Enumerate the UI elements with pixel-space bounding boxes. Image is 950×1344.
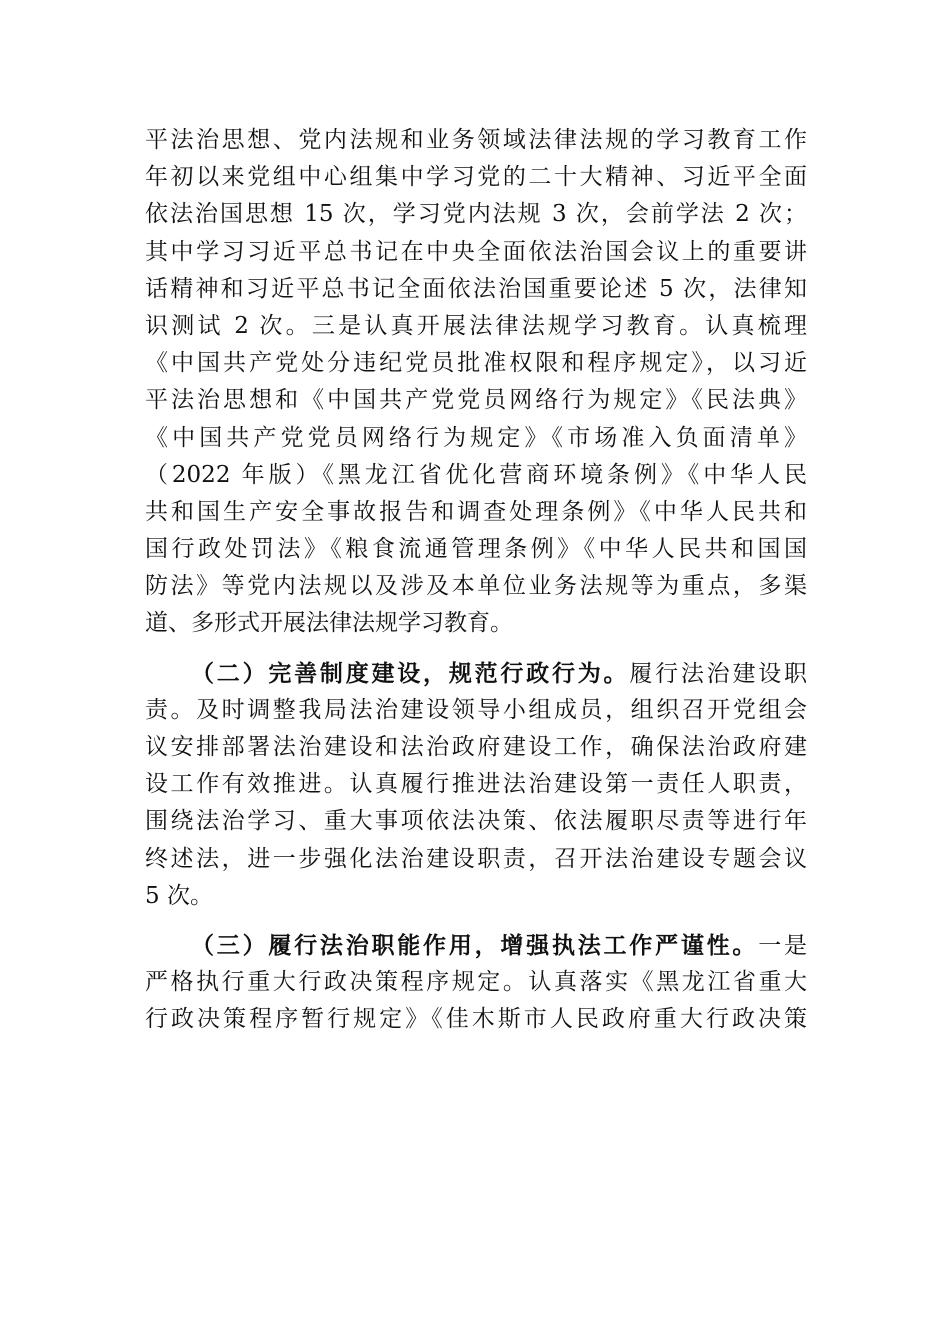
paragraph-law-enforcement [145, 927, 807, 1039]
text-line: 责。及时调整我局法治建设领导小组成员，组织召开党组会 [145, 696, 807, 723]
section-heading: （二）完善制度建设，规范行政行为。 [191, 659, 630, 687]
document-body [145, 122, 807, 1039]
paragraph-system-building [145, 655, 807, 915]
text-line: 严格执行重大行政决策程序规定。认真落实《黑龙江省重大 [145, 969, 807, 996]
text-line: 防法》等党内法规以及涉及本单位业务法规等为重点，多渠 [145, 573, 807, 600]
text-line: 道、多形式开展法律法规学习教育。 [145, 610, 513, 637]
paragraph-gap [145, 915, 807, 927]
text-line: 围绕法治学习、重大事项依法决策、依法履职尽责等进行年 [145, 808, 807, 835]
text-line: 《中国共产党处分违纪党员批准权限和程序规定》，以习近 [145, 350, 807, 377]
text-line: 终述法，进一步强化法治建设职责，召开法治建设专题会议 [145, 845, 807, 872]
text-line: 其中学习习近平总书记在中央全面依法治国会议上的重要讲 [145, 238, 807, 265]
text-line: （2022 年版）《黑龙江省优化营商环境条例》《中华人民 [145, 461, 807, 488]
text-line [145, 927, 807, 964]
text-line: 平法治思想、党内法规和业务领域法律法规的学习教育工作 [145, 127, 807, 153]
text-line: 设工作有效推进。认真履行推进法治建设第一责任人职责， [145, 771, 807, 798]
text-run: 履行法治建设职 [629, 660, 808, 687]
text-line: 年初以来党组中心组集中学习党的二十大精神、习近平全面 [145, 164, 807, 191]
paragraph-study-education [145, 122, 807, 643]
paragraph-gap [145, 643, 807, 655]
text-line: 国行政处罚法》《粮食流通管理条例》《中华人民共和国国 [145, 536, 807, 563]
text-line: 话精神和习近平总书记全面依法治国重要论述 5 次，法律知 [145, 275, 807, 302]
text-line [145, 655, 807, 692]
text-line: 5 次。 [145, 882, 213, 909]
text-line: 依法治国思想 15 次，学习党内法规 3 次，会前学法 2 次； [145, 201, 807, 228]
text-line: 《中国共产党党员网络行为规定》《市场准入负面清单》 [145, 424, 807, 451]
text-run: 一是 [758, 932, 808, 959]
text-line: 识测试 2 次。三是认真开展法律法规学习教育。认真梳理 [145, 312, 807, 339]
text-line: 议安排部署法治建设和法治政府建设工作，确保法治政府建 [145, 734, 807, 760]
section-heading: （三）履行法治职能作用，增强执法工作严谨性。 [191, 931, 759, 959]
text-line: 共和国生产安全事故报告和调查处理条例》《中华人民共和 [145, 498, 807, 525]
text-line: 行政决策程序暂行规定》《佳木斯市人民政府重大行政决策 [145, 1006, 807, 1033]
text-line: 平法治思想和《中国共产党党员网络行为规定》《民法典》 [145, 387, 807, 414]
